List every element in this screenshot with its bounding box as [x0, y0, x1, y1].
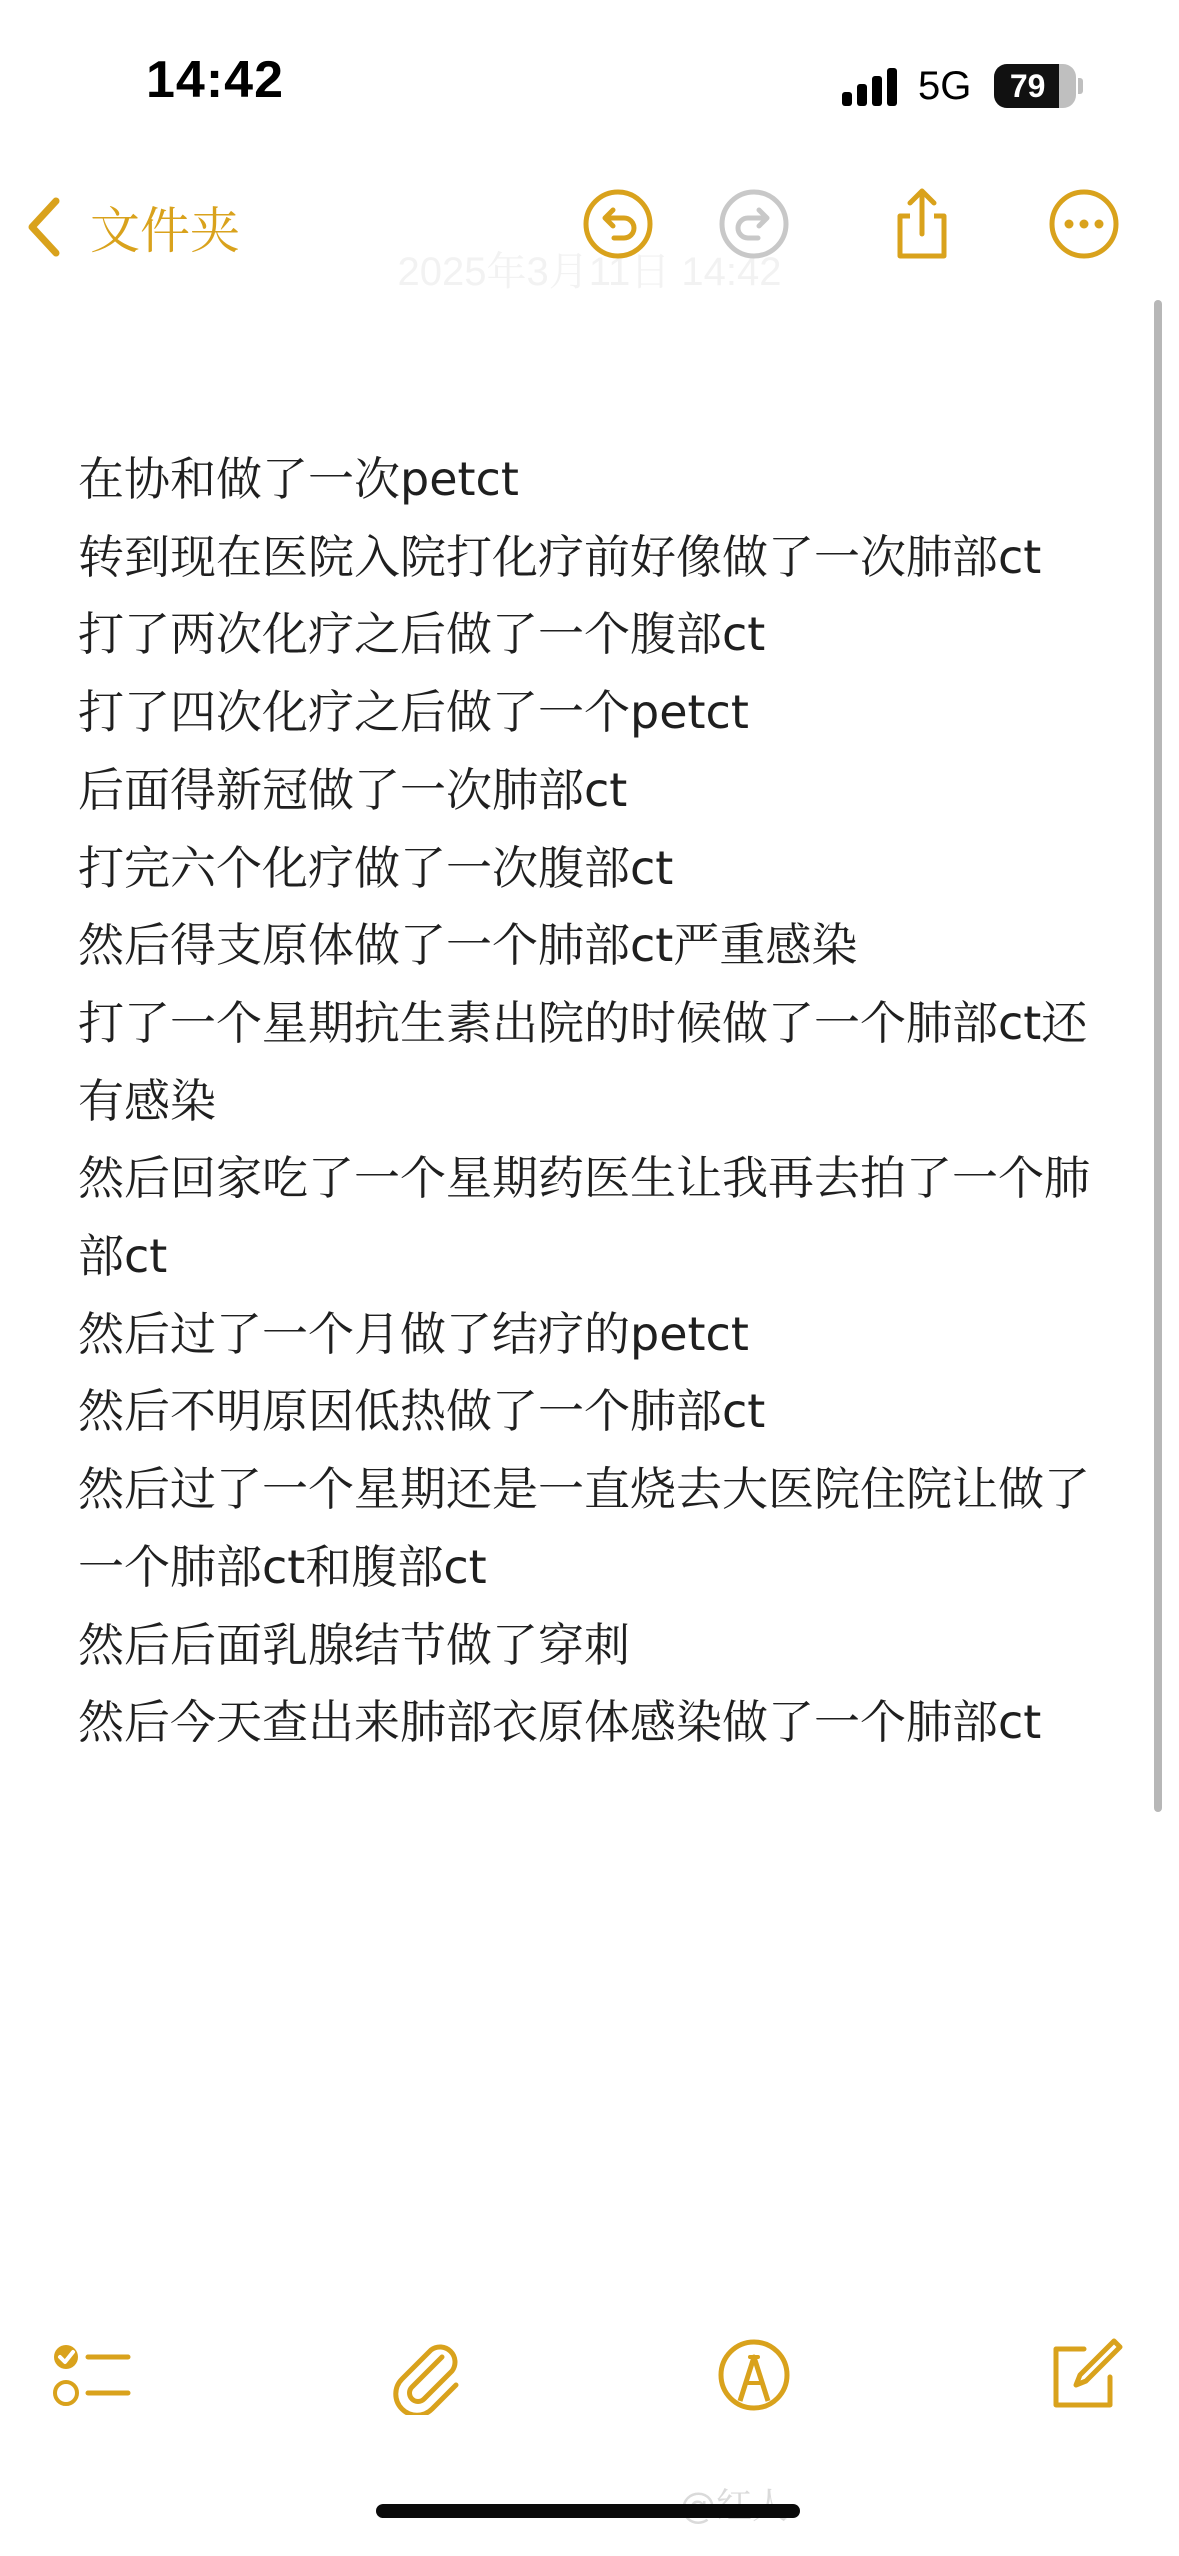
back-button[interactable]	[24, 190, 240, 264]
note-body[interactable]	[78, 441, 1098, 1762]
note-line: 打完六个化疗做了一次腹部ct	[78, 840, 674, 895]
redo-button[interactable]	[716, 186, 792, 262]
undo-button[interactable]	[580, 186, 656, 262]
more-icon	[1046, 186, 1122, 262]
battery-cap	[1078, 78, 1083, 94]
markup-button[interactable]	[714, 2335, 794, 2415]
checklist-icon	[52, 2335, 132, 2415]
note-date: 2025年3月11日 14:42	[397, 250, 782, 294]
note-line: 然后回家吃了一个星期药医生让我再去拍了一个肺部ct	[78, 1151, 1090, 1284]
compose-button[interactable]	[1044, 2335, 1124, 2415]
note-line: 然后今天查出来肺部衣原体感染做了一个肺部ct	[78, 1695, 1042, 1750]
note-line: 转到现在医院入院打化疗前好像做了一次肺部ct	[78, 529, 1042, 584]
share-button[interactable]	[884, 186, 960, 262]
note-line: 然后后面乳腺结节做了穿刺	[78, 1617, 630, 1672]
home-indicator[interactable]	[376, 2504, 800, 2518]
more-button[interactable]	[1046, 186, 1122, 262]
note-line: 然后不明原因低热做了一个肺部ct	[78, 1384, 766, 1439]
checklist-button[interactable]	[52, 2335, 132, 2415]
battery-icon	[994, 64, 1076, 108]
attachment-button[interactable]	[386, 2335, 466, 2415]
network-type: 5G	[918, 64, 972, 108]
scrollbar[interactable]	[1154, 300, 1162, 1812]
share-icon	[884, 186, 960, 262]
chevron-left-icon	[24, 195, 64, 259]
signal-bars-icon	[842, 66, 902, 110]
compose-icon	[1044, 2335, 1124, 2415]
back-label: 文件夹	[90, 202, 240, 260]
status-time: 14:42	[146, 51, 284, 109]
note-line: 然后过了一个星期还是一直烧去大医院住院让做了一个肺部ct和腹部ct	[78, 1462, 1090, 1594]
markup-pen-icon	[714, 2335, 794, 2415]
note-line: 打了四次化疗之后做了一个petct	[78, 685, 749, 740]
note-line: 打了两次化疗之后做了一个腹部ct	[78, 607, 766, 662]
redo-icon	[716, 186, 792, 262]
note-line: 后面得新冠做了一次肺部ct	[78, 762, 628, 817]
note-line: 在协和做了一次petct	[78, 452, 519, 506]
battery-level: 79	[1009, 68, 1046, 104]
note-line: 然后得支原体做了一个肺部ct严重感染	[78, 918, 858, 973]
note-line: 然后过了一个月做了结疗的petct	[78, 1306, 749, 1361]
undo-icon	[580, 186, 656, 262]
paperclip-icon	[386, 2335, 466, 2415]
note-line: 打了一个星期抗生素出院的时候做了一个肺部ct还有感染	[78, 995, 1088, 1128]
